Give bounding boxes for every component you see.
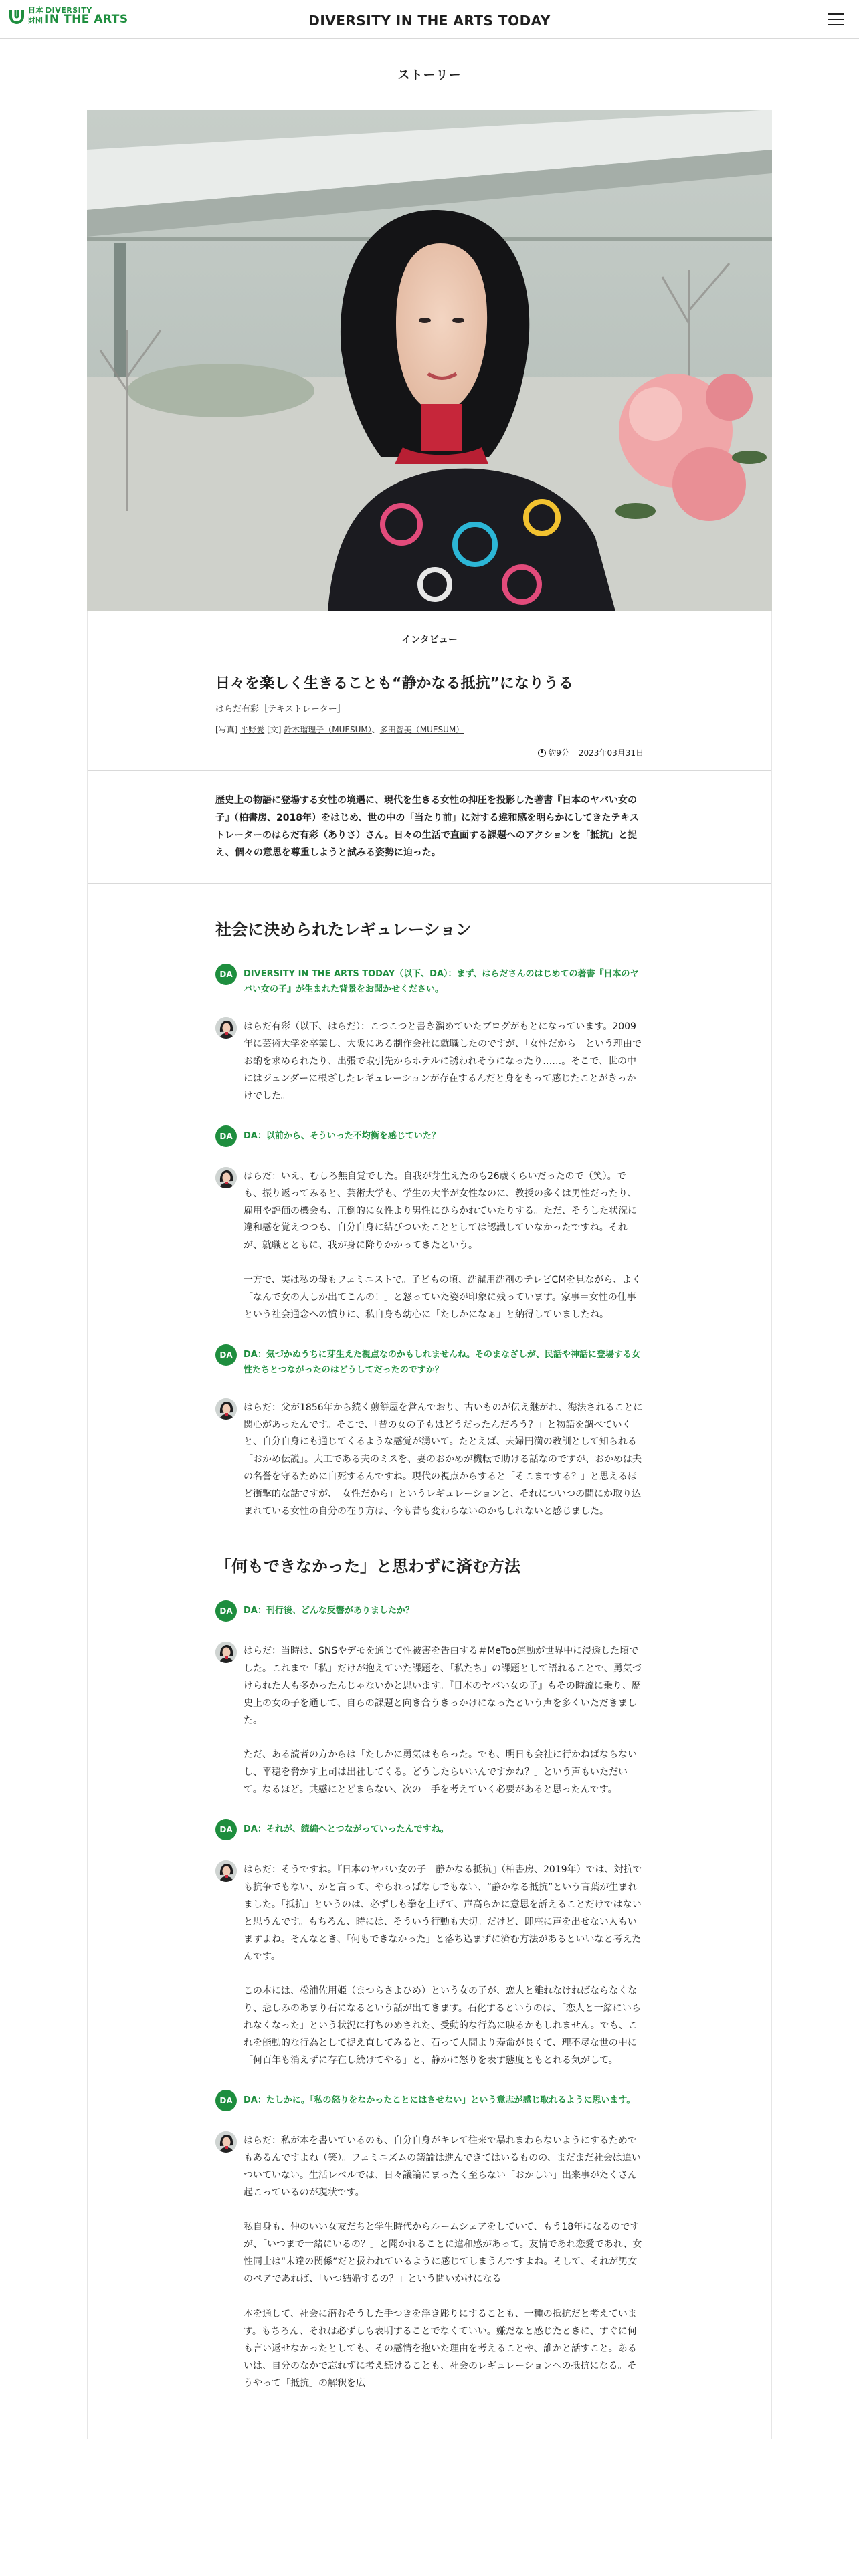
answer-paragraph: ただ、ある読者の方からは「たしかに勇気はもらった。でも、明日も会社に行かねばならないし、平穏を脅かす上司は出社してくる。どうしたらいいんですかね？」という声もいただいて。なるほど。共感にとどまらない、次の一手を考えていく必要があると思ったんです。 <box>244 1749 637 1796</box>
logo-en-1: DIVERSITY <box>45 6 92 15</box>
answer-block <box>215 1860 644 2070</box>
credit-text-name-1[interactable]: 鈴木瑠理子（MUESUM） <box>284 725 372 734</box>
answer-text <box>244 1398 644 1521</box>
credit-sep: 、 <box>371 725 380 734</box>
answer-text <box>244 2131 644 2393</box>
answer-paragraph: はらだ有彩（以下、はらだ）：こつこつと書き溜めていたブログがもとになっています。2009年に芸術大学を卒業し、大阪にある制作会社に就職したのですが、「女性だから」という理由でお酌を求められたり、出張で取引先からホテルに誘われそうになったり……。そこで、世の中にはジェンダーに根ざしたレギュレーションが存在するんだと身をもって感じたことがきっかけでした。 <box>244 1021 642 1101</box>
publish-date: 2023年03月31日 <box>578 748 644 758</box>
answer-paragraph: 私自身も、仲のいい女友だちと学生時代からルームシェアをしていて、もう18年になるのですが、「いつまで一緒にいるの？」と聞かれることに違和感があって。友情であれ恋愛であれ、女性同士は“未達の関係”だと扱われているように感じてしまうんですよね。そして、それが男女のペアであれば、「いつ結婚するの？」という問いかけになる。 <box>244 2222 642 2285</box>
credits <box>215 724 644 735</box>
divider <box>88 883 771 884</box>
question-block <box>215 1344 644 1378</box>
logo-jp-1: 日本 <box>28 6 43 15</box>
clock-icon <box>538 749 546 757</box>
da-badge: DA <box>215 1344 237 1366</box>
article-body <box>215 916 644 2440</box>
answer-text <box>244 1167 644 1324</box>
question-text: DA：以前から、そういった不均衡を感じていた？ <box>244 1130 440 1141</box>
answer-block <box>215 1167 644 1324</box>
credit-photo-label: [写真] <box>215 725 238 734</box>
da-badge: DA <box>215 964 237 985</box>
site-title[interactable]: DIVERSITY IN THE ARTS TODAY <box>308 13 551 29</box>
article-type: インタビュー <box>401 635 458 645</box>
answer-paragraph: はらだ：当時は、SNSやデモを通じて性被害を告白する＃MeToo運動が世界中に浸透した頃でした。これまで「私」だけが抱えていた課題を、「私たち」の課題として語れることで、勇気づけられた人も多かったんじゃないかと思います。『日本のヤバい女の子』もその時流に乗り、歴史上の女の子を通して、自らの課題と向き合うきっかけになったという声を多くいただきました。 <box>244 1645 642 1726</box>
interviewee-avatar <box>215 1860 237 1882</box>
article-title: 日々を楽しく生きることも“静かなる抵抗”になりうる <box>215 675 573 692</box>
answer-block <box>215 1017 644 1105</box>
logo-en-2: IN THE ARTS <box>45 13 128 26</box>
da-badge: DA <box>215 1600 237 1622</box>
interviewee-avatar <box>215 2131 237 2153</box>
read-time-value: 約9分 <box>548 748 569 758</box>
question-block <box>215 1819 644 1840</box>
answer-paragraph: はらだ：父が1856年から続く煎餅屋を営んでおり、古いものが伝え継がれ、海法されることに関心があったんです。そこで、「昔の女の子もはどうだったんだろう？」と物語を調べていくと、自分自身にも通じてくるような感覚が湧いて。たとえば、夫婦円満の教訓として知られる「おかめ伝説」。大工である夫のミスを、妻のおかめが機転で助ける話なのですが、おかめは夫の名誉を守るために自死するんですね。現代の視点からすると「そこまでする？」と思えるほど衝撃的な話ですが、「女性だから」というレギュレーションと、それについつの間にか取り込まれている女性の自分の在り方は、今も昔も変わらないのかもしれないと感じました。 <box>244 1402 643 1517</box>
section-heading: 「何もできなかった」と思わずに済む方法 <box>215 1556 520 1576</box>
credit-photo-name[interactable]: 平野愛 <box>240 725 265 734</box>
hero-illustration <box>87 110 772 611</box>
menu-icon[interactable] <box>828 13 844 25</box>
category-label: ストーリー <box>397 68 462 82</box>
answer-paragraph: はらだ：私が本を書いているのも、自分自身がキレて往来で暴れまわらないようにするためでもあるんですよね（笑）。フェミニズムの議論は進んできてはいるものの、まだまだ社会は追いついていない。生活レベルでは、日々議論にまったく至らない「おかしい」出来事がたくさん起こっているのが現状です。 <box>244 2135 641 2198</box>
answer-paragraph: はらだ：そうですね。『日本のヤバい女の子 静かなる抵抗』（柏書房、2019年）では、対抗でも抗争でもない、かと言って、やられっぱなしでもない、“静かなる抵抗”という言葉が生まれました。「抵抗」というのは、必ずしも拳を上げて、声高らかに意思を訴えることだけではないと思うんです。もちろん、時には、そういう行動も大切。だけど、即座に声を出せない人もいますよね。そんなとき、「何もできなかった」と落ち込まずに済む方法があるといいなと考えたんです。 <box>244 1864 642 1962</box>
answer-block <box>215 1398 644 1521</box>
answer-block <box>215 1642 644 1799</box>
answer-paragraph: 本を通して、社会に潜むそうした手つきを浮き彫りにすることも、一種の抵抗だと考えています。もちろん、それは必ずしも表明することでなくていい。嫌だなと感じたときに、すぐに何も言い返せなかったとしても、その感情を抱いた理由を考えることや、誰かと話すこと。あるいは、自分のなかで忘れずに考え続けることも、社会のレギュレーションへの抵抗になる。そうやって「抵抗」の解釈を広 <box>244 2308 637 2389</box>
question-text: DA：それが、続編へとつながっていったんですね。 <box>244 1824 449 1835</box>
article-card <box>87 611 772 2439</box>
logo-jp-2: 財団 <box>28 16 43 25</box>
answer-paragraph: はらだ：いえ、むしろ無自覚でした。自我が芽生えたのも26歳くらいだったので（笑）。でも、振り返ってみると、芸術大学も、学生の大半が女性なのに、教授の多くは男性だったり、雇用や評価の機会も、圧倒的に女性より男性にひらかれていたりする。ただ、そうした状況に違和感を覚えつつも、自分自身に結びついたこととしては認識していなかったですね。それが、就職とともに、我が身に降りかかってきたという。 <box>244 1170 637 1251</box>
da-badge: DA <box>215 2090 237 2111</box>
answer-block <box>215 2131 644 2393</box>
question-block <box>215 964 644 998</box>
site-header <box>0 0 859 39</box>
article-lead: 歴史上の物語に登場する女性の境遇に、現代を生きる女性の抑圧を投影した著書『日本のヤバい女の子』（柏書房、2018年）をはじめ、世の中の「当たり前」に対する違和感を明らかにしてきたテキストレーターのはらだ有彩（ありさ）さん。日々の生活で直面する課題へのアクションを「抵抗」と捉え、個々の意思を尊重しようと試みる姿勢に迫った。 <box>215 795 640 858</box>
interviewee-avatar <box>215 1398 237 1420</box>
answer-text <box>244 1017 644 1105</box>
da-badge: DA <box>215 1819 237 1840</box>
credit-text-label: [文] <box>267 725 282 734</box>
answer-paragraph: 一方で、実は私の母もフェミニストで。子どもの頃、洗濯用洗剤のテレビCMを見ながら、よく「なんで女の人しか出てこんの！」と怒っていた姿が印象に残っています。家事＝女性の仕事という社会通念への憤りに、私自身も幼心に「たしかになぁ」と納得していましたね。 <box>244 1275 642 1321</box>
meta-row <box>215 747 644 770</box>
credit-text-name-2[interactable]: 多田智美（MUESUM） <box>379 725 464 734</box>
title-area <box>215 673 644 770</box>
answer-paragraph: この本には、松浦佐用姫（まつらさよひめ）という女の子が、恋人と離れなければならなくなり、悲しみのあまり石になるという話が出てきます。石化するというのは、「恋人と一緒にいられなくなった」という状況に打ちのめされた、受動的な行為に映るかもしれません。でも、これを能動的な行為として捉え直してみると、石って人間より寿命が長くて、理不尽な世の中に「何百年も消えずに存在し続けてやる」と、静かに怒りを表す態度ともとれる気がして。 <box>244 1985 641 2066</box>
interviewee-avatar <box>215 1167 237 1188</box>
question-block <box>215 1600 644 1622</box>
interviewee-avatar <box>215 1642 237 1663</box>
article-author: はらだ有彩［テキストレーター］ <box>215 704 346 714</box>
question-text: DIVERSITY IN THE ARTS TODAY（以下、DA）：まず、はらださんのはじめての著書『日本のヤバい女の子』が生まれた背景をお聞かせください。 <box>244 968 639 994</box>
question-text: DA：刊行後、どんな反響がありましたか？ <box>244 1605 414 1616</box>
da-badge: DA <box>215 1125 237 1147</box>
answer-text <box>244 1642 644 1799</box>
hero-photo <box>87 110 772 611</box>
question-block <box>215 1125 644 1147</box>
question-text: DA：気づかぬうちに芽生えた視点なのかもしれませんね。そのまなざしが、民話や神話に登場する女性たちとつながったのはどうしてだったのですか？ <box>244 1349 640 1376</box>
read-time <box>538 747 569 758</box>
question-block <box>215 2090 644 2111</box>
interviewee-avatar <box>215 1017 237 1039</box>
answer-text <box>244 1860 644 2070</box>
section-heading: 社会に決められたレギュレーション <box>215 920 472 939</box>
question-text: DA：たしかに。「私の怒りをなかったことにはさせない」という意志が感じ取れるように思います。 <box>244 2095 636 2105</box>
